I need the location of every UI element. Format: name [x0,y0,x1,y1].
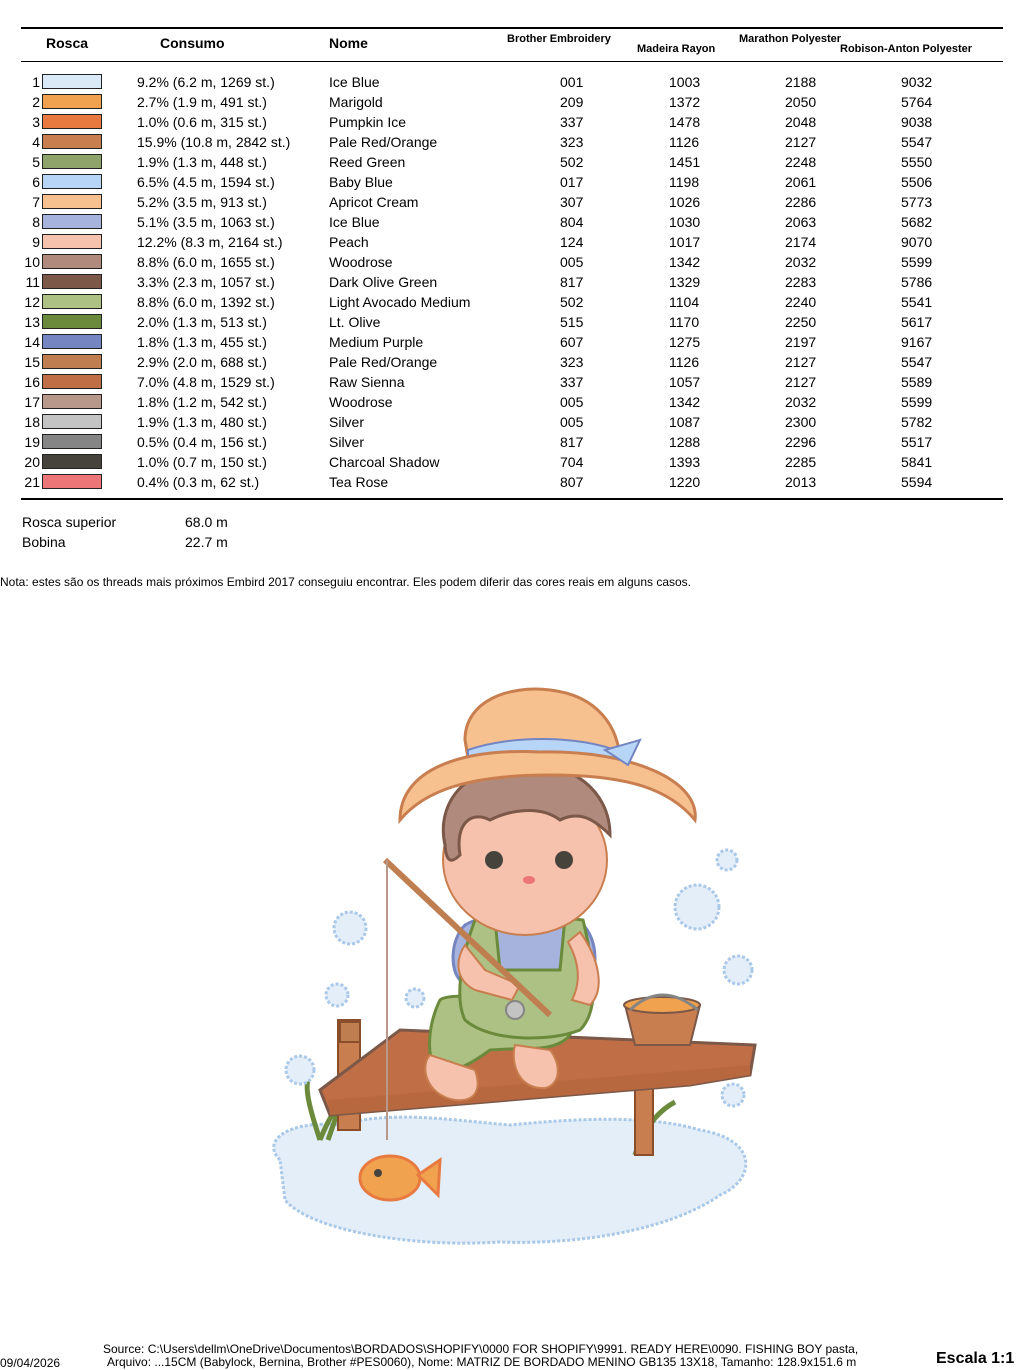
thread-consumption: 8.8% (6.0 m, 1655 st.) [137,254,275,270]
thread-name: Lt. Olive [329,314,381,330]
thread-name: Woodrose [329,254,393,270]
footer-source: Source: C:\Users\dellm\OneDrive\Documentos\BORDADOS\SHOPIFY\0000 FOR SHOPIFY\9991. READY HERE\0090. FISHING BOY pasta, [103,1342,859,1356]
robison-code: 5617 [901,314,933,330]
thread-consumption: 1.0% (0.7 m, 150 st.) [137,454,267,470]
color-swatch [42,254,102,269]
thread-number: 10 [24,254,40,270]
color-swatch [42,154,102,169]
thread-consumption: 5.1% (3.5 m, 1063 st.) [137,214,275,230]
thread-consumption: 15.9% (10.8 m, 2842 st.) [137,134,291,150]
thread-note: Nota: estes são os threads mais próximos Embird 2017 conseguiu encontrar. Eles podem diferir das cores reais em alguns casos. [0,575,692,589]
marathon-code: 2032 [785,394,817,410]
left-eye [485,851,503,869]
madeira-code: 1170 [669,314,700,330]
table-row [0,352,1024,372]
brother-code: 704 [560,454,584,470]
thread-name: Ice Blue [329,74,380,90]
color-swatch [42,414,102,429]
table-row [0,232,1024,252]
madeira-code: 1126 [669,134,700,150]
brother-code: 502 [560,294,584,310]
table-row [0,252,1024,272]
robison-code: 5547 [901,354,933,370]
fish [360,1156,420,1200]
robison-code: 5599 [901,254,933,270]
brother-code: 607 [560,334,584,350]
madeira-code: 1342 [669,394,701,410]
thread-name: Pale Red/Orange [329,134,438,150]
thread-number: 21 [24,474,40,490]
marathon-code: 2300 [785,414,817,430]
marathon-code: 2032 [785,254,817,270]
table-row [0,212,1024,232]
thread-consumption: 0.5% (0.4 m, 156 st.) [137,434,267,450]
brother-code: 001 [560,74,584,90]
marathon-code: 2286 [785,194,817,210]
thread-consumption: 1.9% (1.3 m, 448 st.) [137,154,267,170]
top-thread-label: Rosca superior [22,514,117,530]
color-swatch [42,294,102,309]
thread-name: Pale Red/Orange [329,354,438,370]
thread-number: 20 [24,454,40,470]
brother-code: 337 [560,374,584,390]
madeira-code: 1003 [669,74,701,90]
color-swatch [42,454,102,469]
thread-consumption: 7.0% (4.8 m, 1529 st.) [137,374,275,390]
robison-code: 9038 [901,114,933,130]
color-swatch [42,74,102,89]
thread-number: 15 [24,354,40,370]
thread-consumption: 2.9% (2.0 m, 688 st.) [137,354,267,370]
color-swatch [42,334,102,349]
robison-code: 5782 [901,414,933,430]
reel [506,1001,524,1019]
table-row [0,92,1024,112]
thread-name: Apricot Cream [329,194,419,210]
madeira-code: 1393 [669,454,701,470]
marathon-code: 2174 [785,234,817,250]
madeira-code: 1288 [669,434,701,450]
color-swatch [42,394,102,409]
table-bottom-rule [21,498,1003,500]
thread-consumption: 0.4% (0.3 m, 62 st.) [137,474,260,490]
header-robison: Robison-Anton Polyester [840,43,973,55]
table-row [0,312,1024,332]
thread-consumption: 2.0% (1.3 m, 513 st.) [137,314,267,330]
robison-code: 9032 [901,74,933,90]
marathon-code: 2250 [785,314,817,330]
right-eye [555,851,573,869]
color-swatch [42,134,102,149]
thread-number: 4 [32,134,40,150]
marathon-code: 2240 [785,294,817,310]
thread-consumption: 1.0% (0.6 m, 315 st.) [137,114,267,130]
robison-code: 9070 [901,234,933,250]
bobbin-value: 22.7 m [185,534,228,550]
madeira-code: 1087 [669,414,701,430]
thread-number: 17 [24,394,40,410]
table-row [0,152,1024,172]
brother-code: 017 [560,174,584,190]
marathon-code: 2127 [785,134,817,150]
brother-code: 307 [560,194,584,210]
color-swatch [42,194,102,209]
thread-consumption: 1.8% (1.2 m, 542 st.) [137,394,267,410]
thread-number: 11 [25,274,40,290]
robison-code: 5599 [901,394,933,410]
table-row [0,372,1024,392]
thread-number: 7 [32,194,40,210]
brother-code: 005 [560,254,584,270]
thread-name: Silver [329,414,365,430]
header-brother: Brother Embroidery [507,33,611,45]
nose [523,876,535,884]
marathon-code: 2013 [785,474,817,490]
thread-number: 5 [32,154,40,170]
table-row [0,412,1024,432]
table-row [0,272,1024,292]
footer-date: 09/04/2026 [0,1356,61,1370]
header-rosca: Rosca [46,35,89,51]
brother-code: 005 [560,394,584,410]
header-consumo: Consumo [160,35,225,51]
thread-name: Raw Sienna [329,374,405,390]
madeira-code: 1026 [669,194,701,210]
thread-number: 3 [32,114,40,130]
thread-name: Peach [329,234,369,250]
brother-code: 515 [560,314,584,330]
robison-code: 5773 [901,194,933,210]
madeira-code: 1017 [669,234,701,250]
robison-code: 5786 [901,274,933,290]
thread-consumption: 5.2% (3.5 m, 913 st.) [137,194,267,210]
marathon-code: 2248 [785,154,817,170]
madeira-code: 1220 [669,474,701,490]
table-row [0,172,1024,192]
marathon-code: 2296 [785,434,817,450]
header-nome: Nome [329,35,368,51]
marathon-code: 2285 [785,454,817,470]
thread-name: Tea Rose [329,474,389,490]
thread-consumption: 2.7% (1.9 m, 491 st.) [137,94,267,110]
robison-code: 5682 [901,214,933,230]
robison-code: 5589 [901,374,933,390]
thread-number: 14 [24,334,40,350]
bubble [722,1084,744,1106]
table-top-rule [21,27,1003,29]
bubble [717,850,737,870]
color-swatch [42,354,102,369]
table-row [0,332,1024,352]
color-swatch [42,274,102,289]
bubble [675,885,719,929]
table-row [0,192,1024,212]
header-bottom-rule [21,61,1003,62]
bobbin-label: Bobina [22,534,66,550]
table-row [0,292,1024,312]
robison-code: 5841 [901,454,933,470]
bubble [286,1056,314,1084]
bubble [724,956,752,984]
thread-consumption: 8.8% (6.0 m, 1392 st.) [137,294,275,310]
brother-code: 323 [560,134,584,150]
marathon-code: 2048 [785,114,817,130]
marathon-code: 2188 [785,74,817,90]
brother-code: 502 [560,154,584,170]
color-swatch [42,434,102,449]
thread-number: 6 [32,174,40,190]
table-row [0,112,1024,132]
thread-table-body [0,72,1024,492]
color-swatch [42,234,102,249]
brother-code: 323 [560,354,584,370]
madeira-code: 1275 [669,334,701,350]
color-swatch [42,214,102,229]
color-swatch [42,114,102,129]
robison-code: 5547 [901,134,933,150]
robison-code: 5764 [901,94,933,110]
thread-consumption: 12.2% (8.3 m, 2164 st.) [137,234,283,250]
color-swatch [42,174,102,189]
brother-code: 807 [560,474,584,490]
thread-number: 18 [24,414,40,430]
table-row [0,472,1024,492]
thread-name: Baby Blue [329,174,393,190]
thread-number: 19 [24,434,40,450]
water-puddle [274,1117,746,1243]
color-swatch [42,94,102,109]
madeira-code: 1030 [669,214,701,230]
thread-number: 1 [32,74,40,90]
marathon-code: 2063 [785,214,817,230]
color-swatch [42,374,102,389]
header-marathon: Marathon Polyester [739,33,842,45]
thread-consumption: 6.5% (4.5 m, 1594 st.) [137,174,275,190]
header-madeira: Madeira Rayon [637,43,716,55]
madeira-code: 1478 [669,114,701,130]
brother-code: 337 [560,114,584,130]
thread-consumption: 9.2% (6.2 m, 1269 st.) [137,74,275,90]
thread-name: Ice Blue [329,214,380,230]
marathon-code: 2127 [785,354,817,370]
thread-name: Charcoal Shadow [329,454,440,470]
thread-name: Pumpkin Ice [329,114,407,130]
thread-number: 8 [32,214,40,230]
robison-code: 5506 [901,174,933,190]
thread-name: Woodrose [329,394,393,410]
thread-consumption: 3.3% (2.3 m, 1057 st.) [137,274,275,290]
scale-label: Escala 1:1 [936,1350,1015,1367]
madeira-code: 1451 [669,154,701,170]
thread-number: 9 [32,234,40,250]
color-swatch [42,474,102,489]
embroidery-design-preview [250,670,770,1270]
brother-code: 804 [560,214,584,230]
robison-code: 5541 [901,294,933,310]
robison-code: 5594 [901,474,933,490]
top-thread-value: 68.0 m [185,514,228,530]
thread-consumption: 1.8% (1.3 m, 455 st.) [137,334,267,350]
madeira-code: 1198 [669,174,700,190]
marathon-code: 2283 [785,274,817,290]
table-row [0,392,1024,412]
marathon-code: 2061 [785,174,817,190]
madeira-code: 1104 [669,294,700,310]
thread-number: 2 [32,94,40,110]
thread-name: Marigold [329,94,383,110]
thread-name: Silver [329,434,365,450]
bubble [334,912,366,944]
robison-code: 5550 [901,154,933,170]
brother-code: 209 [560,94,584,110]
robison-code: 5517 [901,434,933,450]
marathon-code: 2127 [785,374,817,390]
thread-name: Dark Olive Green [329,274,438,290]
madeira-code: 1342 [669,254,701,270]
color-swatch [42,314,102,329]
marathon-code: 2197 [785,334,817,350]
bubble [326,984,348,1006]
thread-number: 16 [24,374,40,390]
thread-name: Light Avocado Medium [329,294,471,310]
madeira-code: 1126 [669,354,700,370]
madeira-code: 1329 [669,274,701,290]
thread-name: Reed Green [329,154,406,170]
robison-code: 9167 [901,334,933,350]
table-row [0,432,1024,452]
footer-file: Arquivo: ...15CM (Babylock, Bernina, Brother #PES0060), Nome: MATRIZ DE BORDADO MENINO GB135 13X18, Tamanho: 128.9x151.6 m [107,1355,857,1369]
table-row [0,132,1024,152]
madeira-code: 1372 [669,94,701,110]
brother-code: 124 [560,234,584,250]
madeira-code: 1057 [669,374,701,390]
brother-code: 817 [560,434,584,450]
bubble [406,989,424,1007]
marathon-code: 2050 [785,94,817,110]
thread-name: Medium Purple [329,334,424,350]
table-row [0,452,1024,472]
table-row [0,72,1024,92]
thread-number: 13 [24,314,40,330]
brother-code: 817 [560,274,584,290]
brother-code: 005 [560,414,584,430]
thread-consumption: 1.9% (1.3 m, 480 st.) [137,414,267,430]
thread-number: 12 [24,294,40,310]
dock-post-top [340,1022,360,1042]
